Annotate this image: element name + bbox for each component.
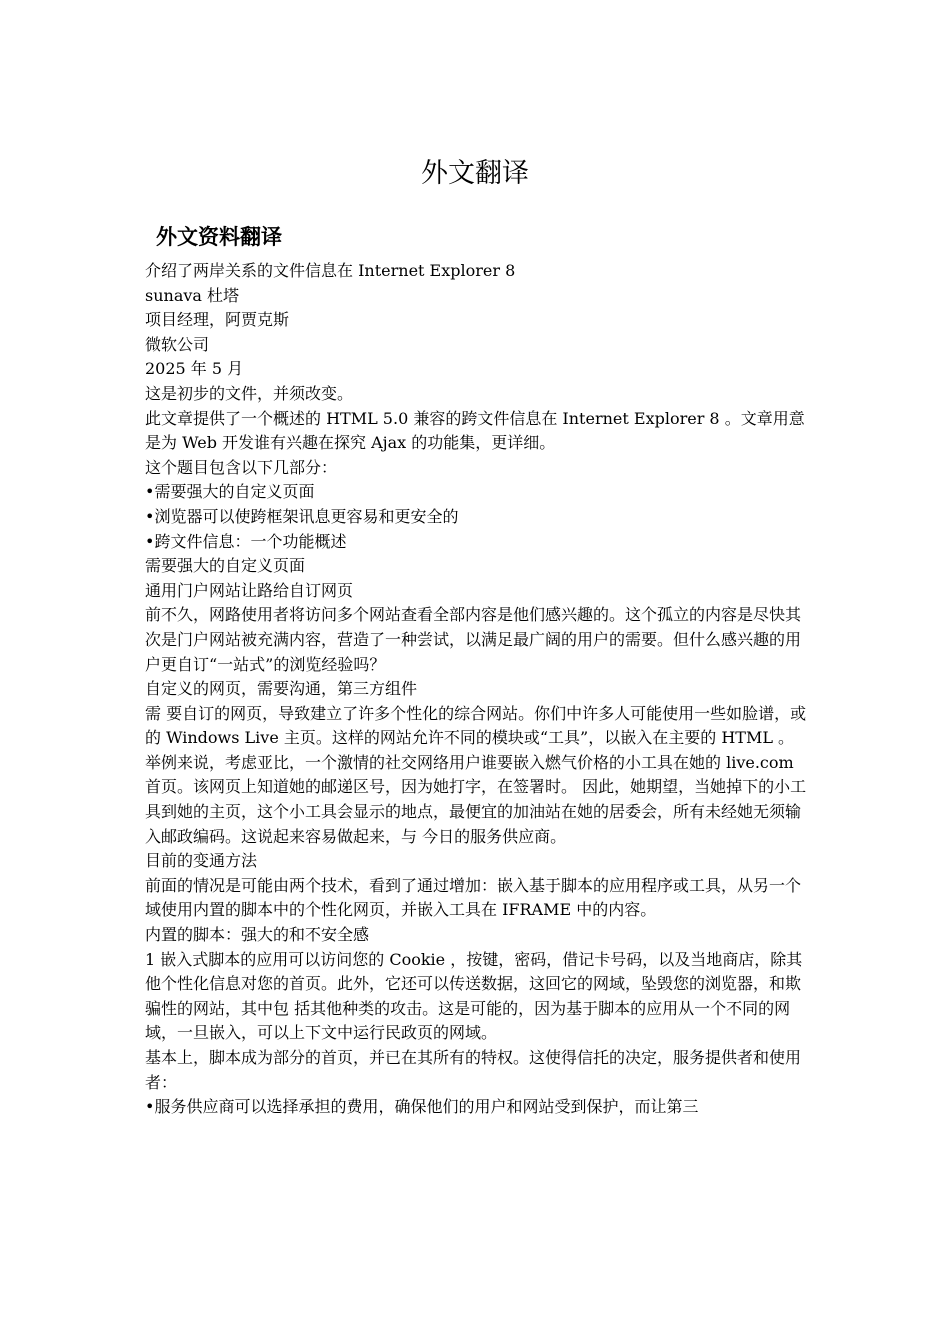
paragraph: sunava 杜塔 [145, 285, 240, 305]
paragraph: 这个题目包含以下几部分： [145, 457, 338, 477]
paragraph: 需 要自订的网页，导致建立了许多个性化的综合网站。你们中许多人可能使用一些如脸谱，或的 Windows Live 主页。这样的网站允许不同的模块或“工具”，以嵌入在主要的 HTML 。举例来说，考虑亚比，一个激情的社交网络用户谁要嵌入燃气价格的小工具在她的 live.com 首页。该网页上知道她的邮递区号，因为她打字，在签署时。 因此，她期望，当她掉下的小工具到她的主页，这个小工具会显示的地点，最便宜的加油站在她的居委会，所有未经她无须输入邮政编码。这说起来容易做起来，与 今日的服务供应商。 [145, 703, 807, 846]
bullet-item: •浏览器可以使跨框架讯息更容易和更安全的 [145, 506, 459, 526]
paragraph: 前不久，网路使用者将访问多个网站查看全部内容是他们感兴趣的。这个孤立的内容是尽快其次是门户网站被充满内容，营造了一种尝试，以满足最广阔的用户的需要。但什么感兴趣的用户更自订“一站式”的浏览经验吗？ [145, 605, 802, 674]
bullet-item: •跨文件信息：一个功能概述 [145, 531, 347, 551]
paragraph: 内置的脚本：强大的和不安全感 [145, 925, 370, 945]
paragraph: 2025 年 5 月 [145, 359, 244, 379]
paragraph: 这是初步的文件，并须改变。 [145, 383, 354, 403]
document-body [145, 259, 810, 1120]
paragraph: 需要强大的自定义页面 [145, 556, 306, 576]
paragraph: 微软公司 [145, 334, 210, 354]
paragraph: 项目经理，阿贾克斯 [145, 310, 290, 330]
paragraph: 1 嵌入式脚本的应用可以访问您的 Cookie ，按键，密码，借记卡号码，以及当地商店，除其他个性化信息对您的首页。此外，它还可以传送数据，这回它的网域，坠毁您的浏览器，和欺骗性的网站，其中包 括其他种类的攻击。这是可能的，因为基于脚本的应用从一个不同的网域，一旦嵌入，可以上下文中运行民政页的网域。 [145, 949, 803, 1043]
paragraph: 目前的变通方法 [145, 851, 258, 871]
paragraph: 介绍了两岸关系的文件信息在 Internet Explorer 8 [145, 261, 516, 280]
paragraph: 自定义的网页，需要沟通，第三方组件 [145, 679, 418, 699]
paragraph: 基本上，脚本成为部分的首页，并已在其所有的特权。这使得信托的决定，服务提供者和使用者： [145, 1048, 802, 1092]
paragraph: 通用门户网站让路给自订网页 [145, 580, 354, 600]
bullet-item: •需要强大的自定义页面 [145, 482, 315, 502]
bullet-item: •服务供应商可以选择承担的费用，确保他们的用户和网站受到保护，而让第三 [145, 1097, 699, 1117]
paragraph: 此文章提供了一个概述的 HTML 5.0 兼容的跨文件信息在 Internet Explorer 8 。文章用意是为 Web 开发谁有兴趣在探究 Ajax 的功能集，更详细。 [145, 408, 805, 453]
document-title: 外文翻译 [421, 158, 529, 189]
section-heading: 外文资料翻译 [156, 225, 282, 249]
paragraph: 前面的情况是可能由两个技术，看到了通过增加：嵌入基于脚本的应用程序或工具，从另一个域使用内置的脚本中的个性化网页，并嵌入工具在 IFRAME 中的内容。 [145, 875, 802, 920]
